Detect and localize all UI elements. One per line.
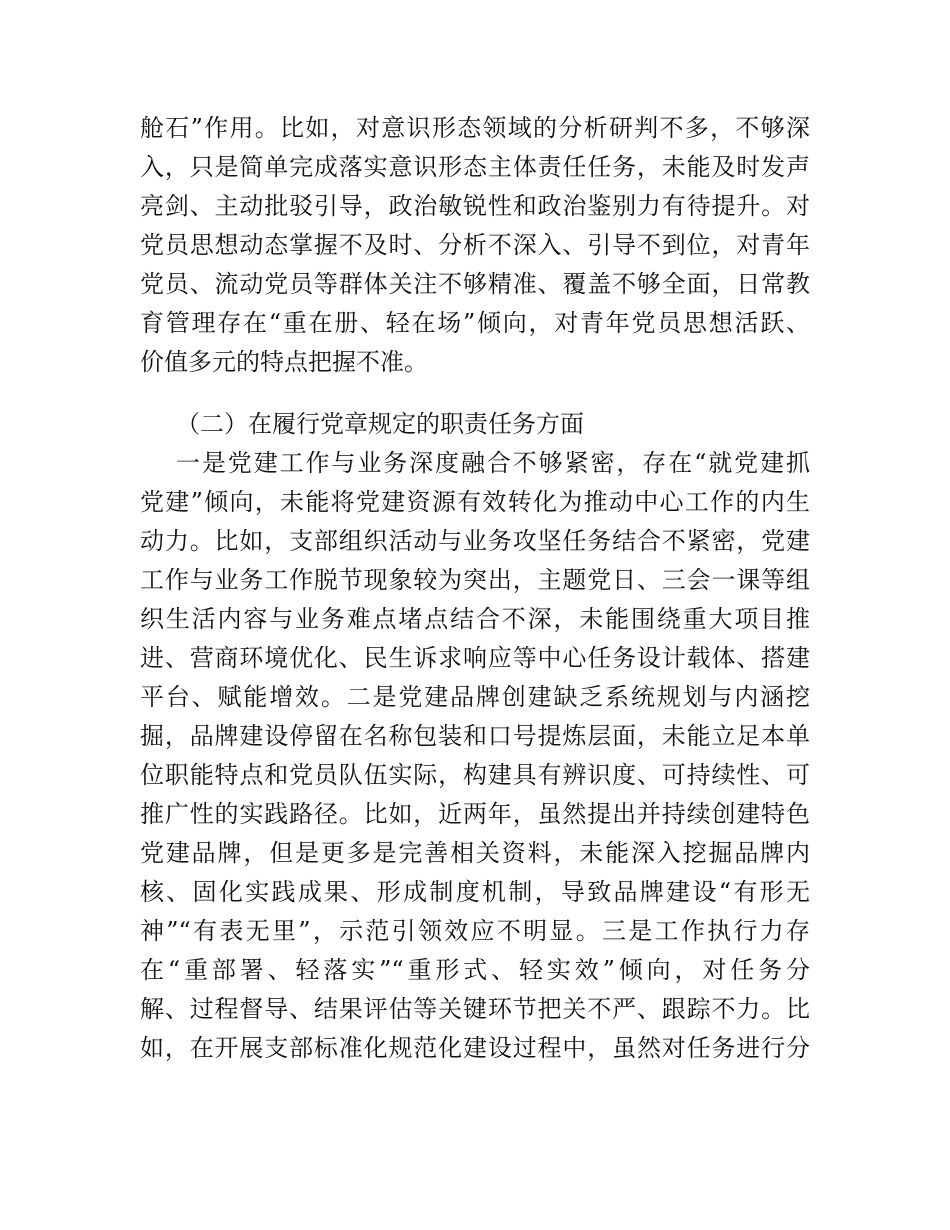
text-line: 入，只是简单完成落实意识形态主体责任任务，未能及时发声 <box>140 153 810 181</box>
text-line: 进、营商环境优化、民生诉求响应等中心任务设计载体、搭建 <box>140 644 810 672</box>
text-line: 育管理存在“重在册、轻在场”倾向，对青年党员思想活跃、 <box>140 309 810 337</box>
text-line: 推广性的实践路径。比如，近两年，虽然提出并持续创建特色 <box>140 800 810 828</box>
section-heading: （二）在履行党章规定的职责任务方面 <box>176 410 584 438</box>
text-line: 党建”倾向，未能将党建资源有效转化为推动中心工作的内生 <box>140 488 810 516</box>
text-line: 工作与业务工作脱节现象较为突出，主题党日、三会一课等组 <box>140 566 810 594</box>
text-line: 掘，品牌建设停留在名称包装和口号提炼层面，未能立足本单 <box>140 722 810 750</box>
text-line: 平台、赋能增效。二是党建品牌创建缺乏系统规划与内涵挖 <box>140 683 810 711</box>
paragraph-ideology <box>140 109 810 382</box>
text-line: 价值多元的特点把握不准。 <box>140 348 428 376</box>
text-line: 位职能特点和党员队伍实际，构建具有辨识度、可持续性、可 <box>140 761 810 789</box>
text-line: 舱石”作用。比如，对意识形态领域的分析研判不多，不够深 <box>140 114 810 142</box>
document-page <box>140 109 810 1068</box>
text-line: 动力。比如，支部组织活动与业务攻坚任务结合不紧密，党建 <box>140 527 810 555</box>
text-line: 神”“有表无里”，示范引领效应不明显。三是工作执行力存 <box>140 917 810 945</box>
text-line: 党员思想动态掌握不及时、分析不深入、引导不到位，对青年 <box>140 231 810 259</box>
text-line: 一是党建工作与业务深度融合不够紧密，存在“就党建抓 <box>176 449 810 477</box>
text-line: 如，在开展支部标准化规范化建设过程中，虽然对任务进行分 <box>140 1034 810 1062</box>
text-line: 亮剑、主动批驳引导，政治敏锐性和政治鉴别力有待提升。对 <box>140 192 810 220</box>
text-line: 织生活内容与业务难点堵点结合不深，未能围绕重大项目推 <box>140 605 810 633</box>
text-line: 核、固化实践成果、形成制度机制，导致品牌建设“有形无 <box>140 878 810 906</box>
text-line: 在“重部署、轻落实”“重形式、轻实效”倾向，对任务分 <box>140 956 810 984</box>
paragraph-duties <box>140 444 810 1068</box>
text-line: 党建品牌，但是更多是完善相关资料，未能深入挖掘品牌内 <box>140 839 810 867</box>
text-line: 党员、流动党员等群体关注不够精准、覆盖不够全面，日常教 <box>140 270 810 298</box>
text-line: 解、过程督导、结果评估等关键环节把关不严、跟踪不力。比 <box>140 995 810 1023</box>
